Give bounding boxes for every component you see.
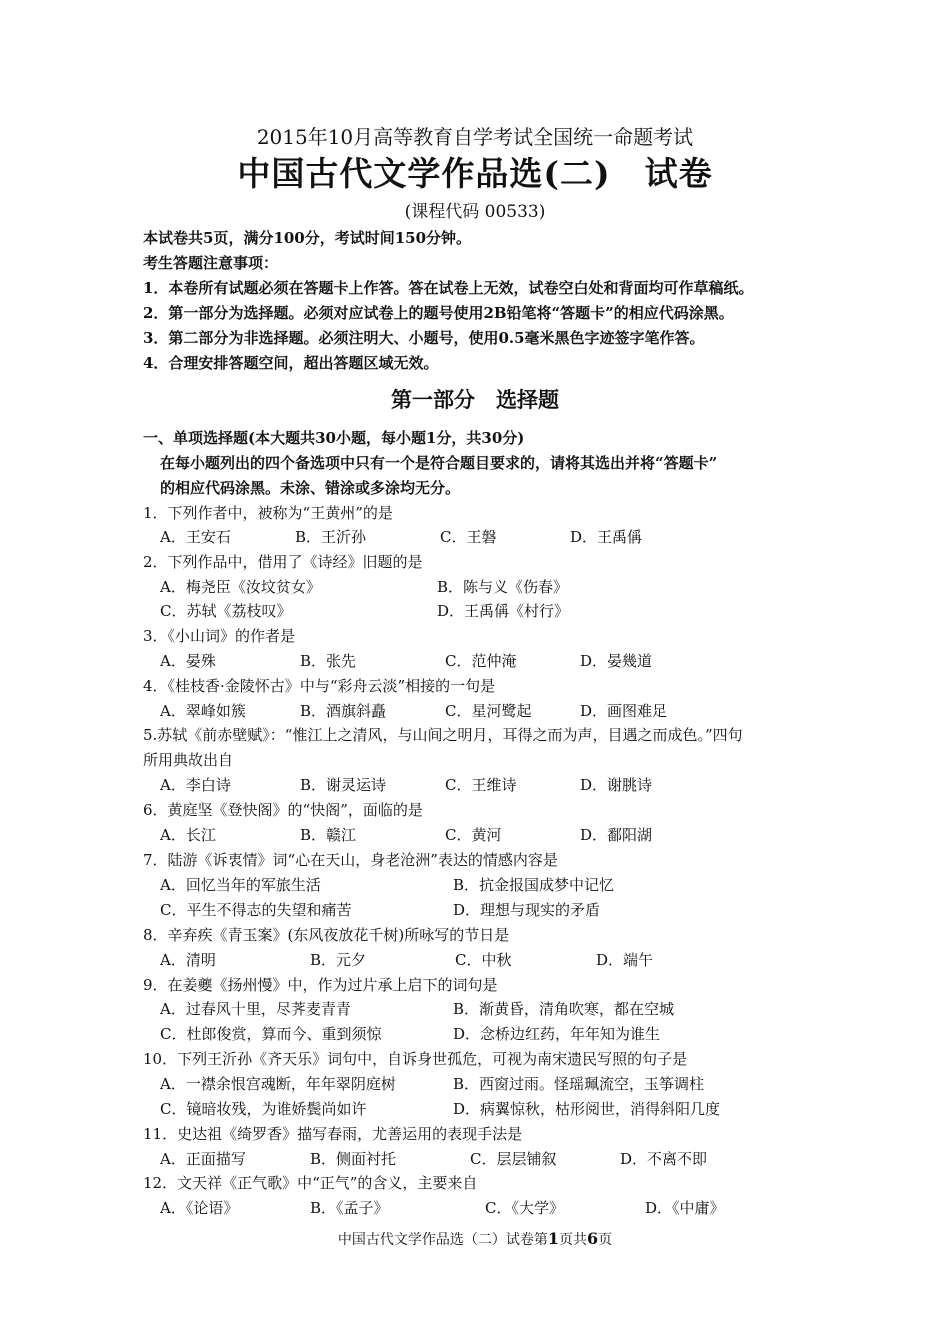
question-stem-cont: 所用典故出自 [143, 751, 234, 769]
option-c: C．王维诗 [445, 776, 517, 794]
option-b: B．《孟子》 [310, 1199, 389, 1217]
option-d: D．画图难足 [580, 702, 668, 720]
option-b: B．渐黄昏，清角吹寒，都在空城 [453, 1000, 675, 1018]
question-stem: 11．史达祖《绮罗香》描写春雨，尤善运用的表现手法是 [143, 1125, 523, 1143]
option-a: A．李白诗 [160, 776, 231, 794]
option-a: A．清明 [160, 951, 216, 969]
question-stem: 8．辛弃疾《青玉案》(东风夜放花千树)所咏写的节日是 [143, 926, 510, 944]
option-d: D．晏幾道 [580, 652, 653, 670]
section-instruction: 在每小题列出的四个备选项中只有一个是符合题目要求的，请将其选出并将“答题卡” [160, 454, 718, 472]
footer-total-pages: 6 [587, 1229, 599, 1248]
question-stem: 6．黄庭坚《登快阁》的“快阁”，面临的是 [143, 801, 423, 819]
option-b: B．王沂孙 [295, 528, 367, 546]
option-c: C．镜暗妆残，为谁娇鬓尚如许 [160, 1100, 367, 1118]
option-c: C．星河鹭起 [445, 702, 532, 720]
question-stem: 2．下列作品中，借用了《诗经》旧题的是 [143, 553, 423, 571]
option-c: C．王磐 [440, 528, 497, 546]
option-c: C．平生不得志的失望和痛苦 [160, 901, 352, 919]
paper-title: 中国古代文学作品选(二) 试卷 [237, 154, 713, 193]
question-stem: 12．文天祥《正气歌》中“正气”的含义，主要来自 [143, 1174, 478, 1192]
footer-page-number: 1 [547, 1229, 559, 1248]
option-b: B．侧面衬托 [310, 1150, 397, 1168]
note-item: 1．本卷所有试题必须在答题卡上作答。答在试卷上无效，试卷空白处和背面均可作草稿纸。 [143, 279, 754, 297]
option-b: B．西窗过雨。怪瑶珮流空，玉筝调柱 [453, 1075, 705, 1093]
option-d: D．端午 [596, 951, 654, 969]
option-a: A．长江 [160, 826, 216, 844]
option-a: A．过春风十里，尽荠麦青青 [160, 1000, 351, 1018]
option-b: B．酒旗斜矗 [300, 702, 387, 720]
option-d: D．理想与现实的矛盾 [453, 901, 601, 919]
exam-summary: 本试卷共5页，满分100分，考试时间150分钟。 [143, 229, 472, 247]
option-a: A．正面描写 [160, 1150, 246, 1168]
footer-middle: 页共 [559, 1232, 587, 1248]
option-a: A．回忆当年的军旅生活 [160, 876, 321, 894]
option-d: D．谢朓诗 [580, 776, 653, 794]
question-stem: 5.苏轼《前赤壁赋》：“惟江上之清风，与山间之明月，耳得之而为声，目遇之而成色。”四句 [143, 726, 743, 744]
question-stem: 9．在姜夔《扬州慢》中，作为过片承上启下的词句是 [143, 976, 498, 994]
option-c: C．《大学》 [485, 1199, 564, 1217]
notes-heading: 考生答题注意事项： [143, 254, 279, 272]
footer-suffix: 页 [598, 1232, 613, 1248]
option-c: C．杜郎俊赏，算而今、重到须惊 [160, 1025, 382, 1043]
note-item: 4．合理安排答题空间，超出答题区域无效。 [143, 354, 439, 372]
option-a: A．梅尧臣《汝坟贫女》 [160, 578, 321, 596]
option-b: B．抗金报国成梦中记忆 [453, 876, 615, 894]
option-d: D．不离不即 [620, 1150, 708, 1168]
option-b: B．张先 [300, 652, 357, 670]
option-a: A．《论语》 [160, 1199, 239, 1217]
option-a: A．晏殊 [160, 652, 216, 670]
note-item: 3．第二部分为非选择题。必须注明大、小题号，使用0.5毫米黑色字迹签字笔作答。 [143, 329, 705, 347]
footer-prefix: 中国古代文学作品选（二）试卷第 [337, 1232, 548, 1248]
question-stem: 7．陆游《诉衷情》词“心在天山，身老沧洲”表达的情感内容是 [143, 851, 558, 869]
option-d: D．念桥边红药，年年知为谁生 [453, 1025, 661, 1043]
option-c: C．苏轼《荔枝叹》 [160, 602, 292, 620]
question-stem: 3．《小山词》的作者是 [143, 627, 296, 645]
option-c: C．黄河 [445, 826, 502, 844]
question-stem: 1．下列作者中，被称为“王黄州”的是 [143, 504, 393, 522]
option-c: C．层层铺叙 [470, 1150, 557, 1168]
option-d: D．病翼惊秋，枯形阅世，消得斜阳几度 [453, 1100, 721, 1118]
option-d: D．王禹偁《村行》 [437, 602, 570, 620]
option-d: D．《中庸》 [645, 1199, 725, 1217]
question-stem: 10．下列王沂孙《齐天乐》词句中，自诉身世孤危，可视为南宋遗民写照的句子是 [143, 1050, 688, 1068]
option-d: D．王禹偁 [570, 528, 643, 546]
option-b: B．谢灵运诗 [300, 776, 387, 794]
option-d: D．鄱阳湖 [580, 826, 653, 844]
option-a: A．一襟余恨宫魂断，年年翠阴庭树 [160, 1075, 396, 1093]
section-heading: 一、单项选择题(本大题共30小题，每小题1分，共30分) [143, 429, 525, 447]
section-instruction: 的相应代码涂黑。未涂、错涂或多涂均无分。 [160, 479, 461, 497]
part-title: 第一部分 选择题 [391, 387, 559, 412]
option-b: B．元夕 [310, 951, 367, 969]
course-code: (课程代码 00533) [404, 202, 546, 222]
question-stem: 4．《桂枝香·金陵怀古》中与“彩舟云淡”相接的一句是 [143, 677, 496, 695]
option-a: A．翠峰如簇 [160, 702, 246, 720]
option-b: B．赣江 [300, 826, 357, 844]
exam-header-line: 2015年10月高等教育自学考试全国统一命题考试 [256, 125, 694, 149]
option-c: C．范仲淹 [445, 652, 517, 670]
page-footer [0, 1229, 950, 1250]
option-b: B．陈与义《伤春》 [437, 578, 569, 596]
option-a: A．王安石 [160, 528, 231, 546]
option-c: C．中秋 [455, 951, 512, 969]
note-item: 2．第一部分为选择题。必须对应试卷上的题号使用2B铅笔将“答题卡”的相应代码涂黑。 [143, 304, 734, 322]
